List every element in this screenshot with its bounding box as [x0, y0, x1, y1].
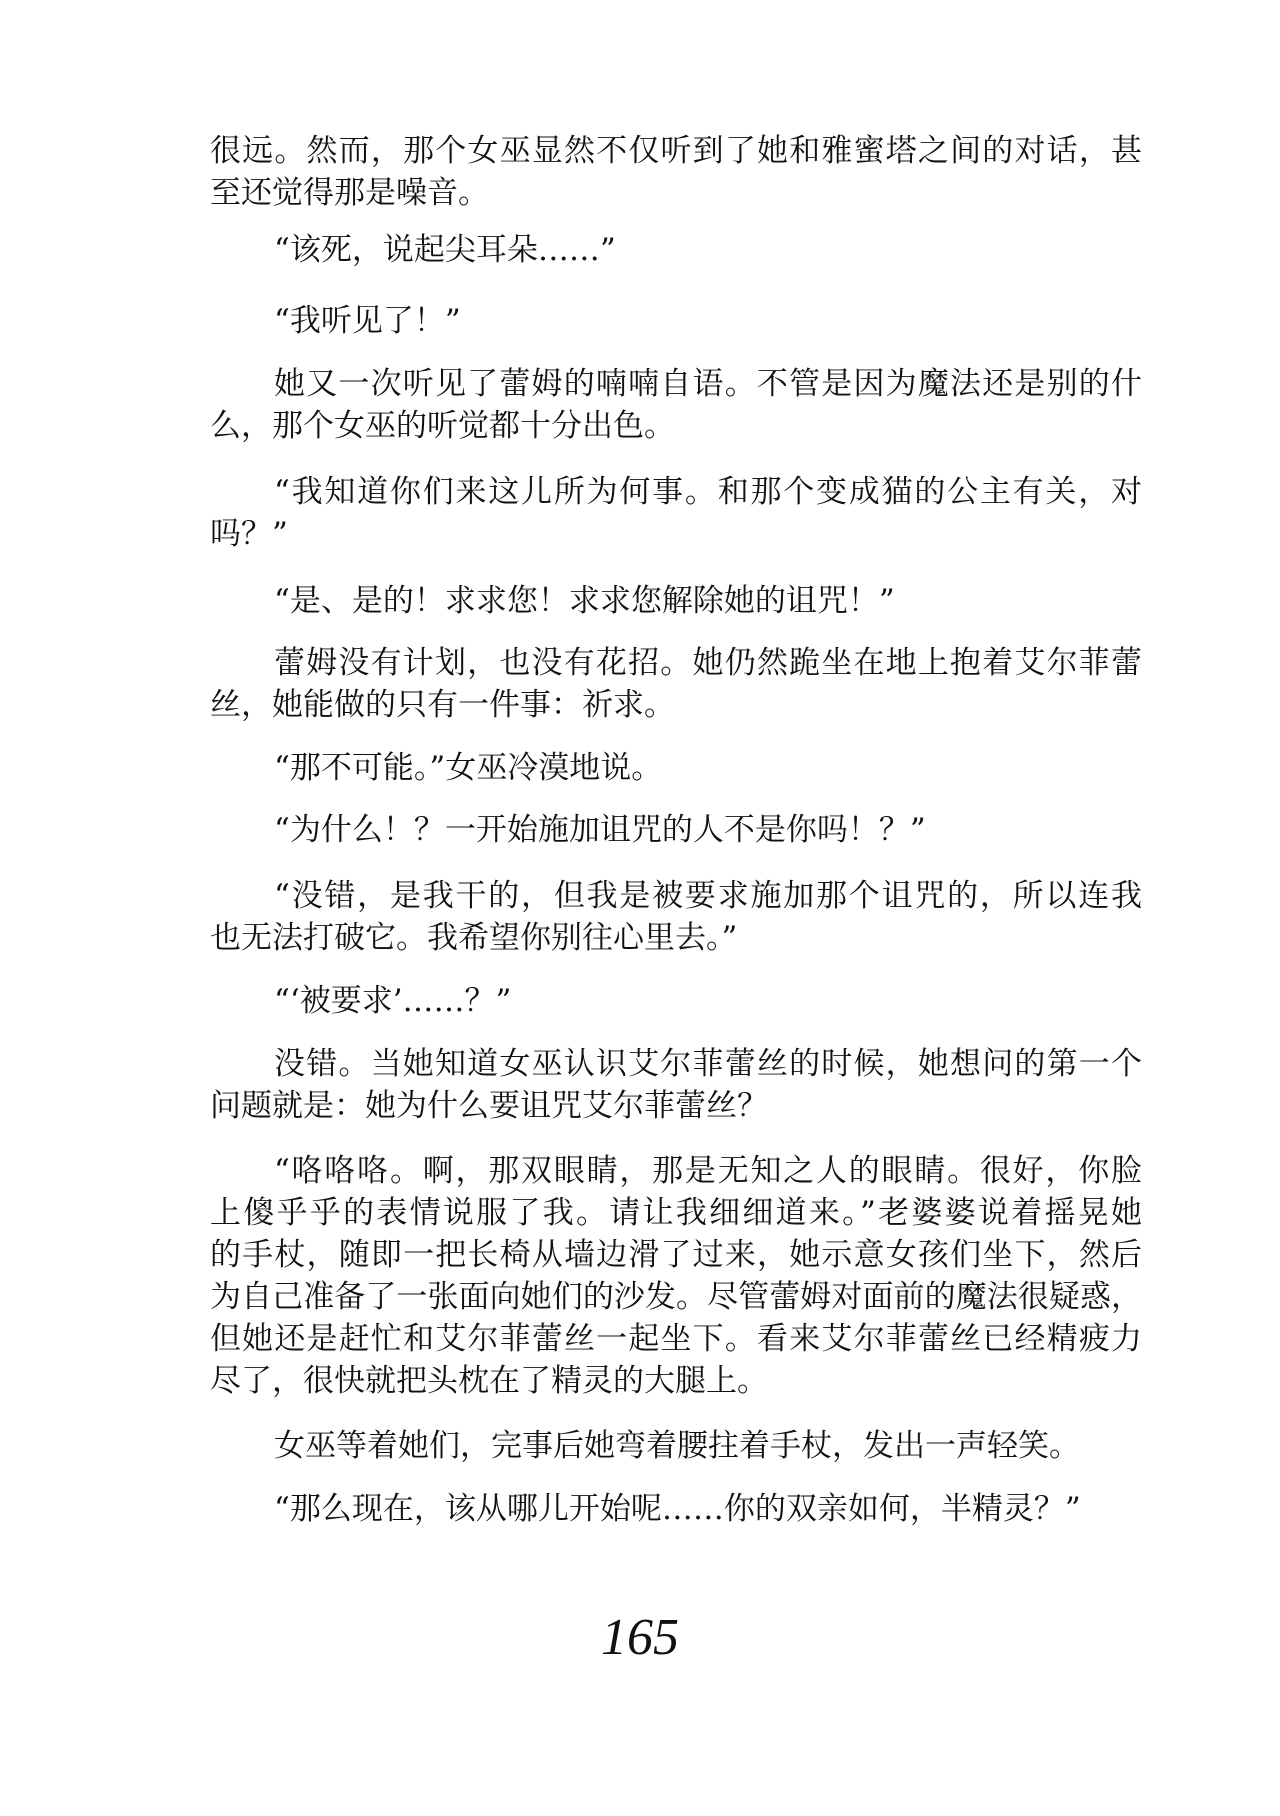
paragraph [210, 580, 1142, 622]
text-line: 也无法打破它。我希望你别往心里去。” [210, 920, 738, 956]
text-line: “‘被要求’……？” [274, 983, 512, 1019]
text-line: 没错。当她知道女巫认识艾尔菲蕾丝的时候，她想问的第一个 [274, 1046, 1142, 1082]
paragraph [210, 809, 1142, 851]
text-line: 但她还是赶忙和艾尔菲蕾丝一起坐下。看来艾尔菲蕾丝已经精疲力 [210, 1321, 1142, 1357]
paragraph [210, 1150, 1142, 1402]
paragraph [210, 875, 1142, 959]
text-line: 至还觉得那是噪音。 [210, 175, 489, 211]
text-line: 她又一次听见了蕾姆的喃喃自语。不管是因为魔法还是别的什 [274, 366, 1142, 402]
text-line: 问题就是：她为什么要诅咒艾尔菲蕾丝？ [210, 1088, 768, 1124]
text-line: 蕾姆没有计划，也没有花招。她仍然跪坐在地上抱着艾尔菲蕾 [274, 645, 1142, 681]
text-line: 尽了，很快就把头枕在了精灵的大腿上。 [210, 1363, 768, 1399]
text-line: “咯咯咯。啊，那双眼睛，那是无知之人的眼睛。很好，你脸 [274, 1153, 1142, 1189]
text-line: “该死，说起尖耳朵……” [274, 232, 616, 268]
text-line: 上傻乎乎的表情说服了我。请让我细细道来。”老婆婆说着摇晃她 [210, 1195, 1142, 1231]
paragraph [210, 980, 1142, 1022]
paragraph [210, 229, 1142, 271]
text-line: “那么现在，该从哪儿开始呢……你的双亲如何，半精灵？” [274, 1491, 1081, 1527]
paragraph [210, 1043, 1142, 1127]
text-line: “是、是的！求求您！求求您解除她的诅咒！” [274, 583, 895, 619]
text-line: 女巫等着她们，完事后她弯着腰拄着手杖，发出一声轻笑。 [274, 1428, 1080, 1464]
paragraph [210, 300, 1142, 342]
paragraph [210, 1425, 1142, 1467]
text-line: “那不可能。”女巫冷漠地说。 [274, 750, 663, 786]
text-line: “我知道你们来这儿所为何事。和那个变成猫的公主有关，对 [274, 474, 1142, 510]
text-line: 很远。然而，那个女巫显然不仅听到了她和雅蜜塔之间的对话，甚 [210, 133, 1142, 169]
paragraph [210, 1488, 1142, 1530]
text-line: 丝，她能做的只有一件事：祈求。 [210, 687, 675, 723]
paragraph [210, 130, 1142, 214]
text-line: 为自己准备了一张面向她们的沙发。尽管蕾姆对面前的魔法很疑惑， [210, 1279, 1142, 1315]
text-line: “为什么！？一开始施加诅咒的人不是你吗！？” [274, 812, 926, 848]
text-line: 吗？” [210, 516, 288, 552]
paragraph [210, 747, 1142, 789]
text-line: 么，那个女巫的听觉都十分出色。 [210, 408, 675, 444]
page-number: 165 [601, 1609, 679, 1666]
paragraph [210, 642, 1142, 726]
paragraph [210, 363, 1142, 447]
text-line: 的手杖，随即一把长椅从墙边滑了过来，她示意女孩们坐下，然后 [210, 1237, 1142, 1273]
paragraph [210, 471, 1142, 555]
text-line: “没错，是我干的，但我是被要求施加那个诅咒的，所以连我 [274, 878, 1142, 914]
text-line: “我听见了！” [274, 303, 461, 339]
